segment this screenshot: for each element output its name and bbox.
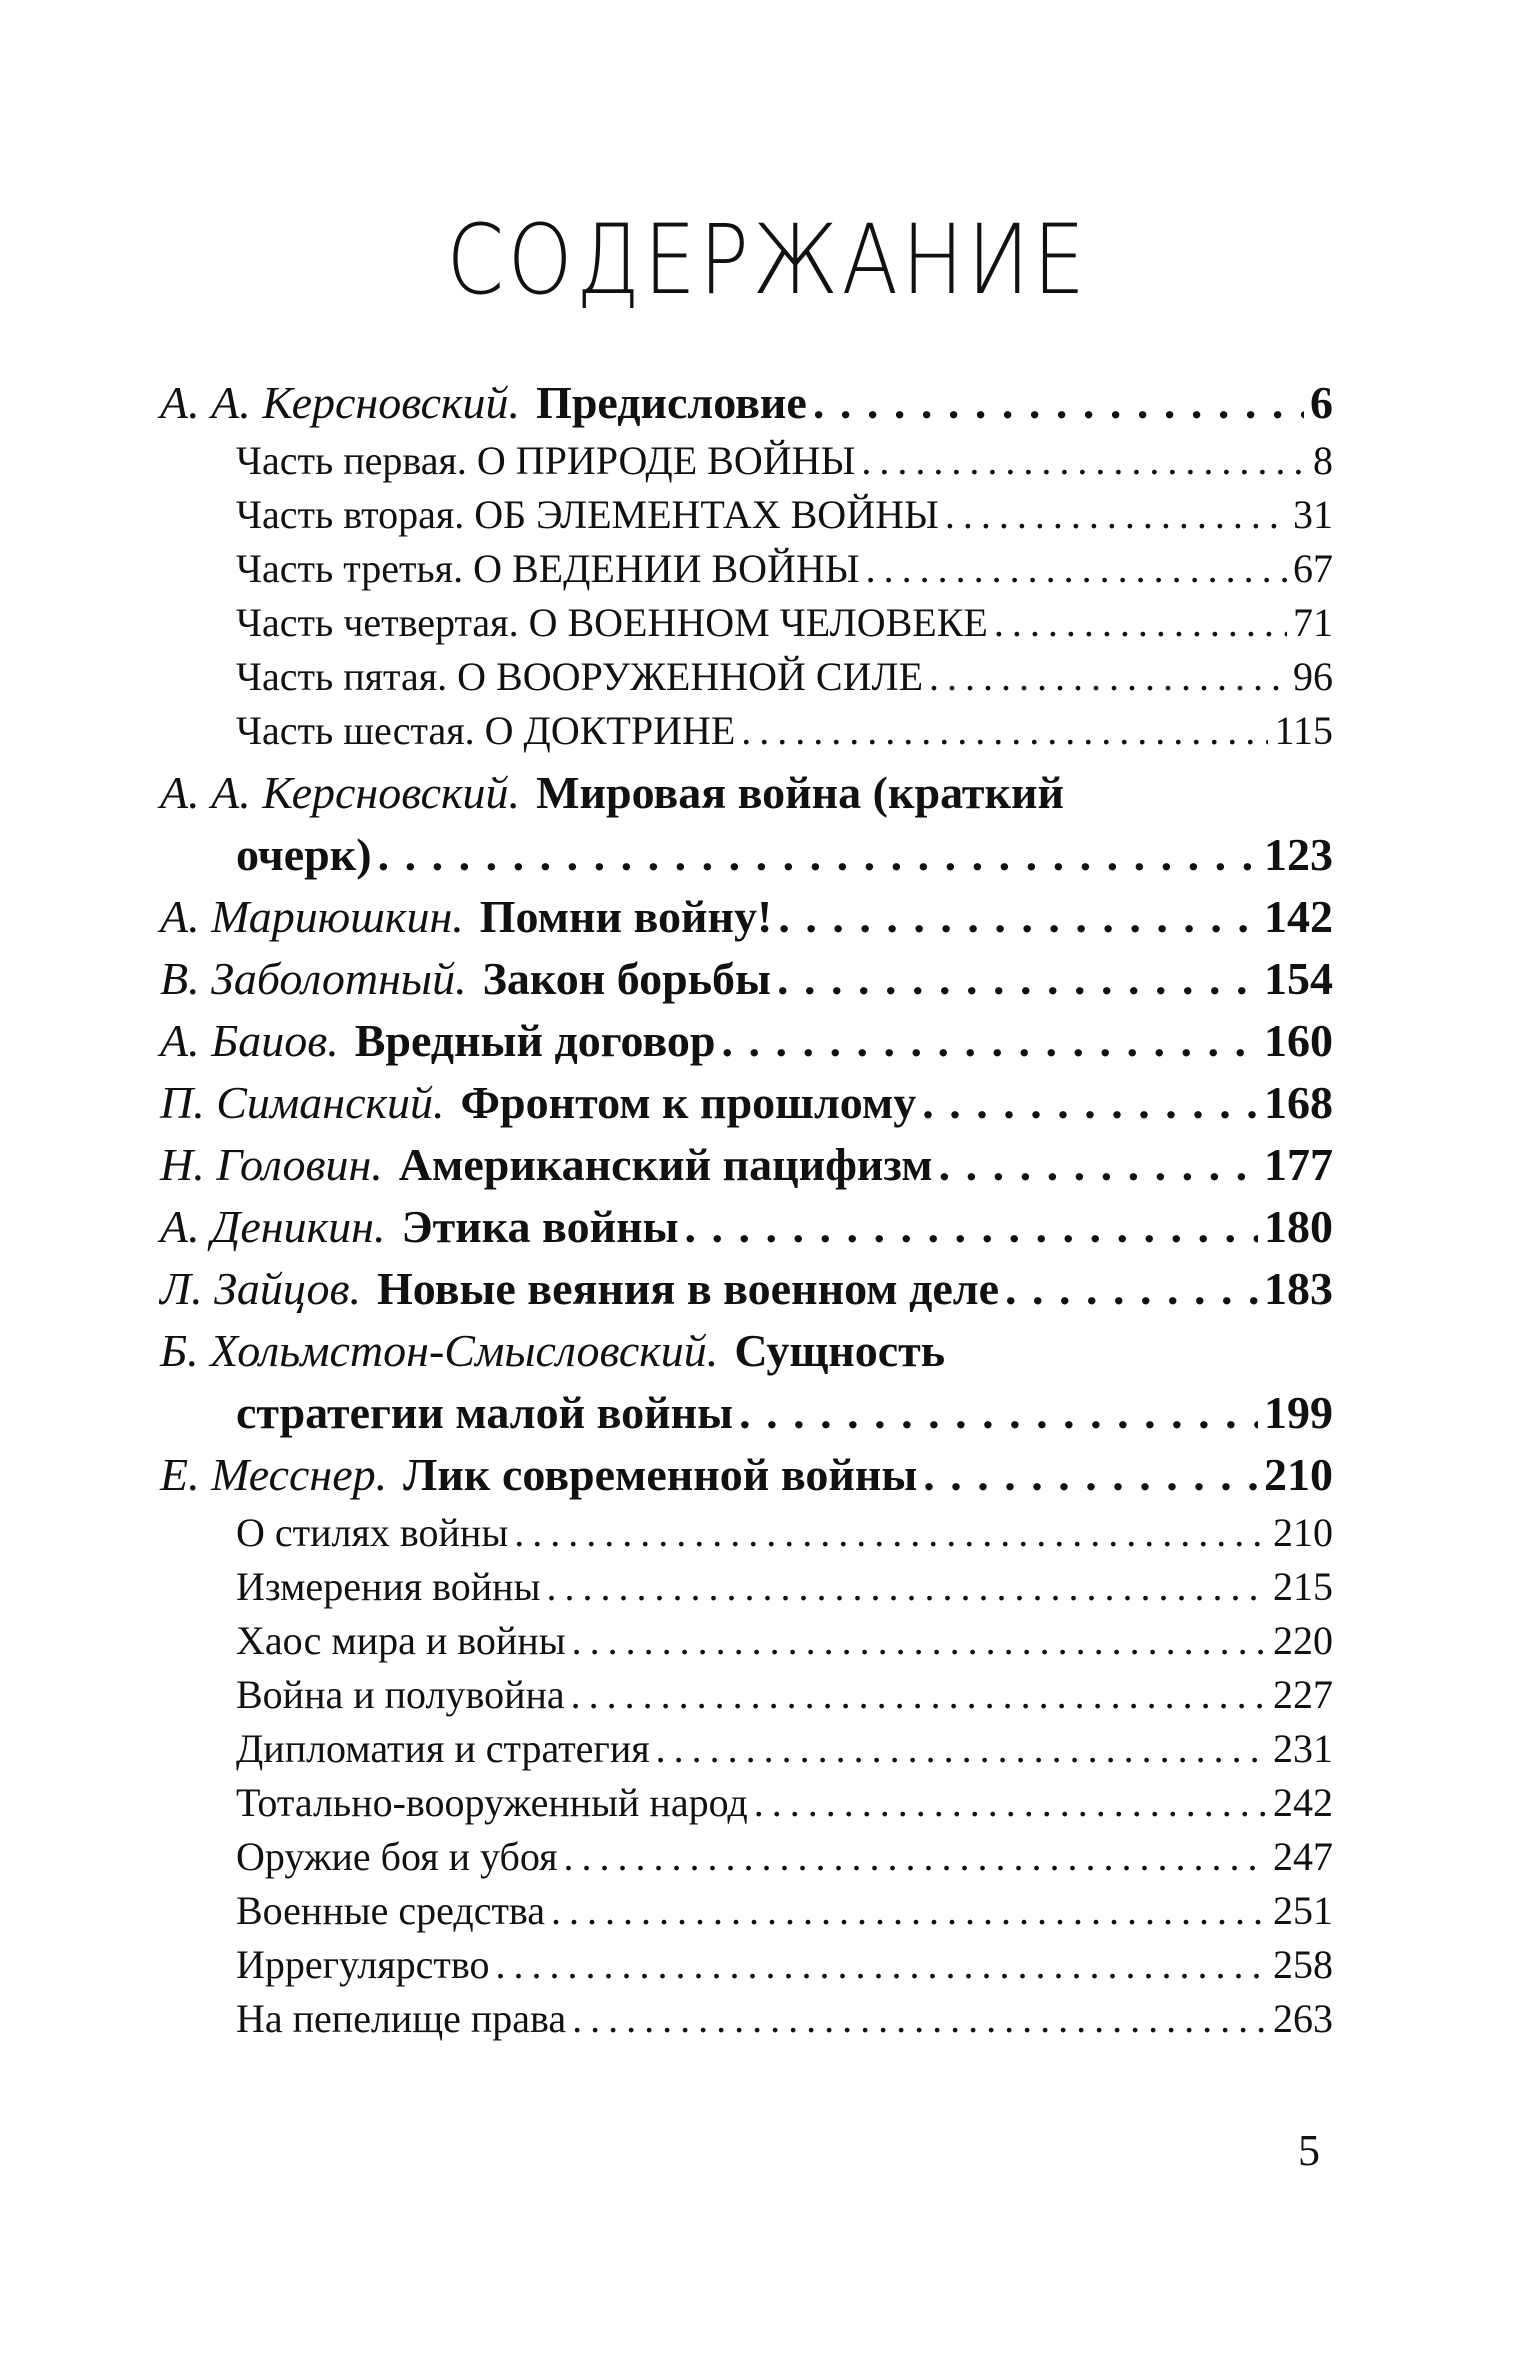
dot-leader bbox=[754, 1776, 1267, 1830]
entry-page: 210 bbox=[1264, 1449, 1333, 1500]
toc-entry[interactable] bbox=[160, 1258, 1333, 1320]
entry-title: Часть первая. О ПРИРОДЕ ВОЙНЫ bbox=[236, 438, 856, 483]
entry-page: 183 bbox=[1264, 1263, 1333, 1314]
entry-page: 210 bbox=[1273, 1510, 1333, 1555]
entry-title: Иррегулярство bbox=[236, 1942, 490, 1987]
entry-title: Этика войны bbox=[401, 1201, 679, 1252]
entry-page: 247 bbox=[1273, 1834, 1333, 1879]
toc-subentry[interactable] bbox=[160, 1560, 1333, 1614]
dot-leader bbox=[1005, 1258, 1258, 1320]
entry-author: П. Симанский. bbox=[160, 1077, 445, 1128]
entry-title: Часть пятая. О ВООРУЖЕННОЙ СИЛЕ bbox=[236, 654, 924, 699]
entry-author: Н. Головин. bbox=[160, 1139, 383, 1190]
dot-leader bbox=[739, 1382, 1258, 1444]
entry-page: 8 bbox=[1313, 438, 1333, 483]
entry-title: Измерения войны bbox=[236, 1564, 541, 1609]
page-number: 5 bbox=[1298, 2126, 1320, 2175]
dot-leader bbox=[378, 824, 1258, 886]
entry-title: Помни войну! bbox=[479, 891, 773, 942]
toc-subentry[interactable] bbox=[160, 542, 1333, 596]
entry-title: На пепелище права bbox=[236, 1996, 567, 2041]
dot-leader bbox=[939, 1134, 1258, 1196]
dot-leader bbox=[777, 948, 1258, 1010]
entry-title: О стилях войны bbox=[236, 1510, 509, 1555]
dot-leader bbox=[721, 1010, 1258, 1072]
entry-title: Американский пацифизм bbox=[398, 1139, 933, 1190]
dot-leader bbox=[778, 886, 1258, 948]
toc-entry[interactable] bbox=[160, 886, 1333, 948]
dot-leader bbox=[572, 1614, 1267, 1668]
toc-entry[interactable] bbox=[160, 1134, 1333, 1196]
dot-leader bbox=[945, 488, 1287, 542]
toc-subentry[interactable] bbox=[160, 1614, 1333, 1668]
entry-page: 71 bbox=[1293, 600, 1333, 645]
entry-page: 67 bbox=[1293, 546, 1333, 591]
entry-page: 154 bbox=[1264, 953, 1333, 1004]
entry-title: Оружие боя и убоя bbox=[236, 1834, 558, 1879]
dot-leader bbox=[813, 372, 1304, 434]
entry-title: Военные средства bbox=[236, 1888, 546, 1933]
entry-title: Лик современной войны bbox=[403, 1449, 918, 1500]
toc-subentry[interactable] bbox=[160, 1722, 1333, 1776]
toc-entry-small-war-continuation[interactable] bbox=[160, 1382, 1333, 1444]
entry-page: 142 bbox=[1264, 891, 1333, 942]
toc-subentry[interactable] bbox=[160, 1830, 1333, 1884]
entry-page: 220 bbox=[1273, 1618, 1333, 1663]
entry-page: 242 bbox=[1273, 1780, 1333, 1825]
entry-author: А. Баиов. bbox=[160, 1015, 339, 1066]
toc-subentry[interactable] bbox=[160, 1668, 1333, 1722]
dot-leader bbox=[866, 542, 1287, 596]
entry-title: Новые веяния в военном деле bbox=[376, 1263, 999, 1314]
entry-page: 115 bbox=[1274, 708, 1333, 753]
entry-page: 251 bbox=[1273, 1888, 1333, 1933]
entry-title: Мировая война (краткий bbox=[536, 767, 1065, 818]
dot-leader bbox=[929, 650, 1287, 704]
table-of-contents bbox=[160, 372, 1333, 2046]
toc-subentry[interactable] bbox=[160, 1884, 1333, 1938]
dot-leader bbox=[741, 704, 1268, 758]
dot-leader bbox=[861, 434, 1307, 488]
entry-author: А. Деникин. bbox=[160, 1201, 386, 1252]
entry-title-continuation: очерк) bbox=[236, 829, 372, 880]
entry-title: Тотально-вооруженный народ bbox=[236, 1780, 748, 1825]
dot-leader bbox=[514, 1506, 1267, 1560]
entry-page: 180 bbox=[1264, 1201, 1333, 1252]
toc-subentry[interactable] bbox=[160, 1938, 1333, 1992]
toc-subentry[interactable] bbox=[160, 434, 1333, 488]
entry-title: Вредный договор bbox=[354, 1015, 716, 1066]
entry-page: 6 bbox=[1310, 377, 1333, 428]
toc-subentry[interactable] bbox=[160, 596, 1333, 650]
toc-entry[interactable] bbox=[160, 1010, 1333, 1072]
dot-leader bbox=[563, 1830, 1267, 1884]
entry-page: 96 bbox=[1293, 654, 1333, 699]
entry-author: А. Мариюшкин. bbox=[160, 891, 464, 942]
entry-author: Б. Хольмстон-Смысловский. bbox=[160, 1325, 719, 1376]
dot-leader bbox=[656, 1722, 1267, 1776]
entry-page: 215 bbox=[1273, 1564, 1333, 1609]
toc-entry-world-war[interactable] bbox=[160, 762, 1333, 824]
toc-entry-small-war[interactable] bbox=[160, 1320, 1333, 1382]
dot-leader bbox=[496, 1938, 1268, 1992]
entry-author: А. А. Керсновский. bbox=[160, 767, 521, 818]
toc-subentry[interactable] bbox=[160, 1776, 1333, 1830]
entry-author: Л. Зайцов. bbox=[160, 1263, 361, 1314]
entry-title: Закон борьбы bbox=[482, 953, 771, 1004]
toc-entry[interactable] bbox=[160, 948, 1333, 1010]
entry-page: 263 bbox=[1273, 1996, 1333, 2041]
entry-page: 199 bbox=[1264, 1387, 1333, 1438]
dot-leader bbox=[572, 1992, 1267, 2046]
entry-page: 123 bbox=[1264, 829, 1333, 880]
toc-subentry[interactable] bbox=[160, 1992, 1333, 2046]
entry-page: 31 bbox=[1293, 492, 1333, 537]
toc-entry[interactable] bbox=[160, 1196, 1333, 1258]
entry-title: Часть третья. О ВЕДЕНИИ ВОЙНЫ bbox=[236, 546, 860, 591]
toc-entry-world-war-continuation[interactable] bbox=[160, 824, 1333, 886]
entry-author: В. Заболотный. bbox=[160, 953, 467, 1004]
entry-author: А. А. Керсновский. bbox=[160, 377, 521, 428]
dot-leader bbox=[685, 1196, 1258, 1258]
dot-leader bbox=[546, 1560, 1267, 1614]
page-title: СОДЕРЖАНИЕ bbox=[446, 204, 1089, 316]
entry-title: Предисловие bbox=[536, 377, 807, 428]
entry-title: Часть четвертая. О ВОЕННОМ ЧЕЛОВЕКЕ bbox=[236, 600, 988, 645]
toc-subentry[interactable] bbox=[160, 704, 1333, 758]
dot-leader bbox=[551, 1884, 1267, 1938]
dot-leader bbox=[922, 1072, 1258, 1134]
toc-subentry[interactable] bbox=[160, 650, 1333, 704]
entry-title: Хаос мира и войны bbox=[236, 1618, 566, 1663]
toc-entry-preface[interactable] bbox=[160, 372, 1333, 434]
entry-page: 227 bbox=[1273, 1672, 1333, 1717]
entry-page: 231 bbox=[1273, 1726, 1333, 1771]
toc-entry[interactable] bbox=[160, 1444, 1333, 1506]
entry-title: Фронтом к прошлому bbox=[460, 1077, 917, 1128]
entry-page: 177 bbox=[1264, 1139, 1333, 1190]
entry-title: Часть шестая. О ДОКТРИНЕ bbox=[236, 708, 736, 753]
toc-subentry[interactable] bbox=[160, 488, 1333, 542]
entry-title: Часть вторая. ОБ ЭЛЕМЕНТАХ ВОЙНЫ bbox=[236, 492, 939, 537]
entry-page: 258 bbox=[1273, 1942, 1333, 1987]
dot-leader bbox=[571, 1668, 1267, 1722]
entry-page: 168 bbox=[1264, 1077, 1333, 1128]
toc-entry[interactable] bbox=[160, 1072, 1333, 1134]
toc-subentry[interactable] bbox=[160, 1506, 1333, 1560]
entry-title-continuation: стратегии малой войны bbox=[236, 1387, 734, 1438]
entry-title: Дипломатия и стратегия bbox=[236, 1726, 650, 1771]
entry-page: 160 bbox=[1264, 1015, 1333, 1066]
dot-leader bbox=[923, 1444, 1258, 1506]
entry-title: Сущность bbox=[734, 1325, 946, 1376]
entry-title: Война и полувойна bbox=[236, 1672, 565, 1717]
entry-author: Е. Месснер. bbox=[160, 1449, 388, 1500]
dot-leader bbox=[994, 596, 1287, 650]
